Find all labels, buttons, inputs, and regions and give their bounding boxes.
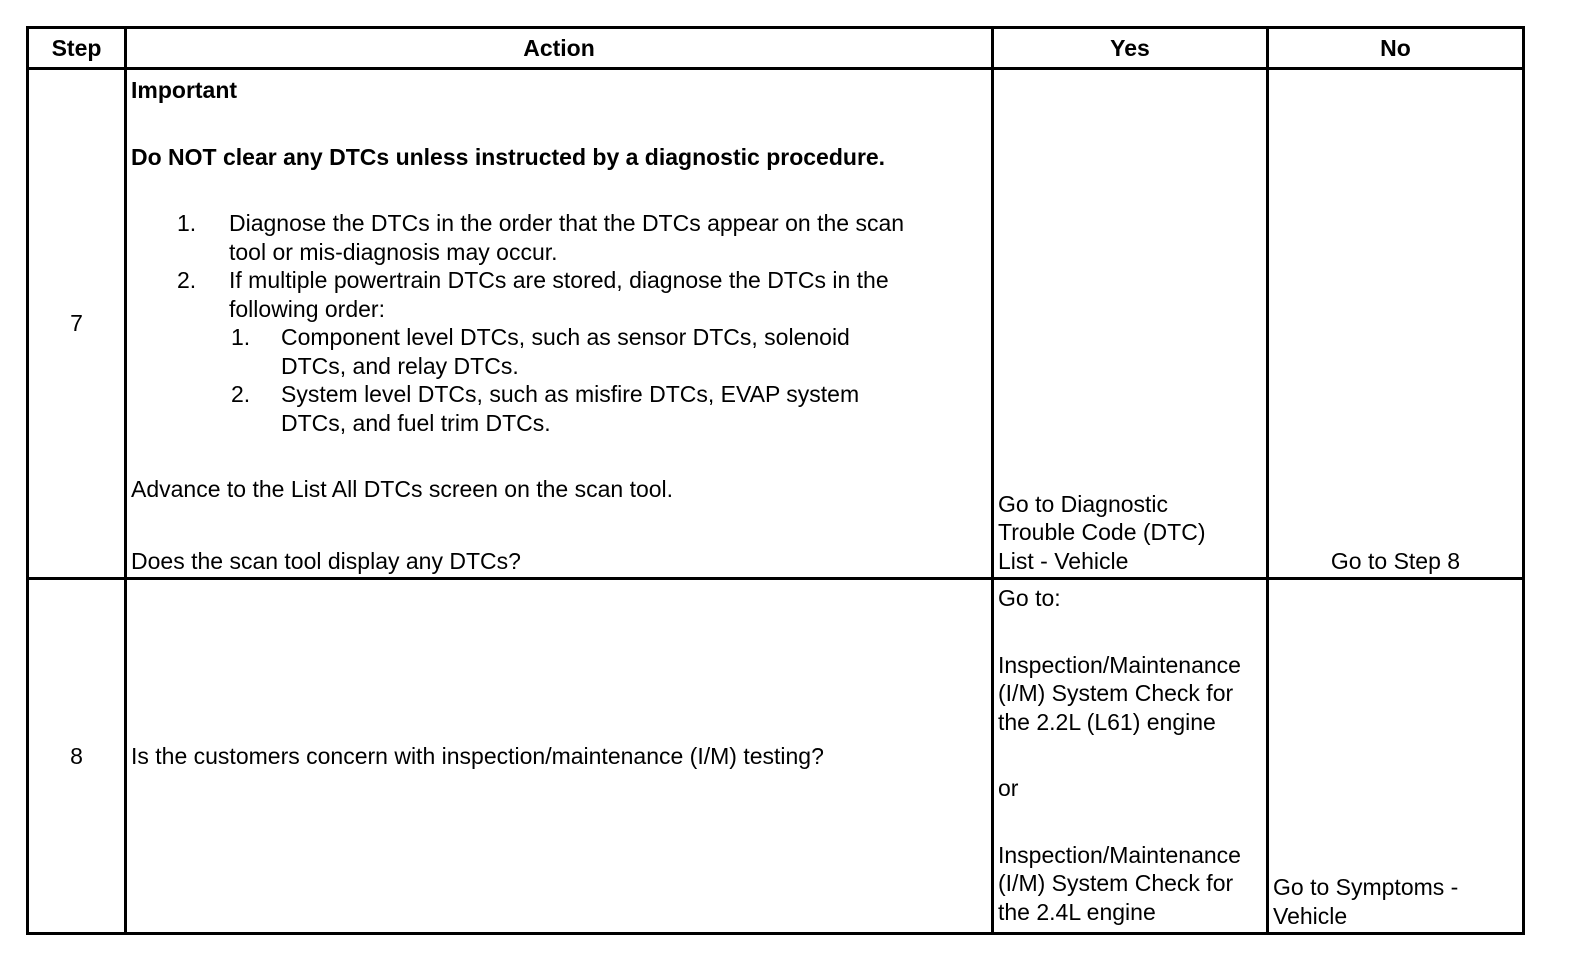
table-row [28, 69, 1524, 579]
list-number: 1. [177, 210, 197, 236]
yes-line: (I/M) System Check for [998, 680, 1234, 706]
list-text-line: Diagnose the DTCs in the order that the DTCs appear on the scan [229, 210, 905, 236]
list-text [229, 209, 904, 266]
list-text [281, 323, 850, 380]
list-number: 2. [231, 381, 251, 407]
yes-cell [993, 69, 1268, 579]
list-text-line: following order: [229, 295, 385, 322]
header-no: No [1268, 28, 1524, 69]
no-line: Go to Symptoms - [1273, 874, 1459, 900]
yes-goto: Go to: [998, 585, 1061, 611]
sub-list-item [231, 380, 987, 437]
no-result [1273, 873, 1518, 930]
list-text-line: tool or mis-diagnosis may occur. [229, 238, 558, 265]
list-text-line: DTCs, and relay DTCs. [281, 352, 519, 379]
header-action: Action [126, 28, 993, 69]
question-text: Is the customers concern with inspection/maintenance (I/M) testing? [131, 742, 824, 769]
list-number: 2. [177, 267, 197, 293]
step-number: 7 [28, 69, 126, 579]
yes-cell [993, 579, 1268, 934]
important-label: Important [131, 77, 238, 103]
action-cell [126, 69, 993, 579]
list-item [177, 209, 987, 266]
header-step: Step [28, 28, 126, 69]
yes-line: List - Vehicle [998, 547, 1129, 574]
table-row [28, 579, 1524, 934]
diagnostic-table [26, 26, 1525, 935]
list-text-line: If multiple powertrain DTCs are stored, diagnose the DTCs in the [229, 267, 889, 293]
step-number: 8 [28, 579, 126, 934]
yes-line: (I/M) System Check for [998, 870, 1234, 896]
yes-line: the 2.4L engine [998, 898, 1156, 925]
list-text-line: DTCs, and fuel trim DTCs. [281, 409, 551, 436]
list-item [177, 266, 987, 323]
yes-line: Inspection/Maintenance [998, 841, 1241, 868]
yes-line: Go to Diagnostic [998, 490, 1169, 517]
list-text [281, 380, 859, 437]
yes-line: Trouble Code (DTC) [998, 519, 1206, 545]
warning-text: Do NOT clear any DTCs unless instructed by a diagnostic procedure. [131, 143, 886, 170]
no-line: Vehicle [1273, 902, 1348, 929]
no-cell [1268, 579, 1524, 934]
header-row [28, 28, 1524, 69]
yes-line: the 2.2L (L61) engine [998, 708, 1216, 735]
yes-or: or [998, 775, 1019, 801]
instruction-text: Advance to the List All DTCs screen on the scan tool. [131, 476, 674, 502]
sub-list-item [231, 323, 987, 380]
header-yes: Yes [993, 28, 1268, 69]
no-cell [1268, 69, 1524, 579]
list-number: 1. [231, 324, 251, 350]
yes-result [998, 490, 1262, 576]
no-result: Go to Step 8 [1330, 547, 1461, 574]
list-text-line: Component level DTCs, such as sensor DTCs, solenoid [281, 324, 850, 350]
list-text-line: System level DTCs, such as misfire DTCs, EVAP system [281, 381, 860, 407]
action-cell [126, 579, 993, 934]
question-text: Does the scan tool display any DTCs? [131, 547, 521, 574]
list-text [229, 266, 889, 323]
yes-line: Inspection/Maintenance [998, 651, 1241, 678]
